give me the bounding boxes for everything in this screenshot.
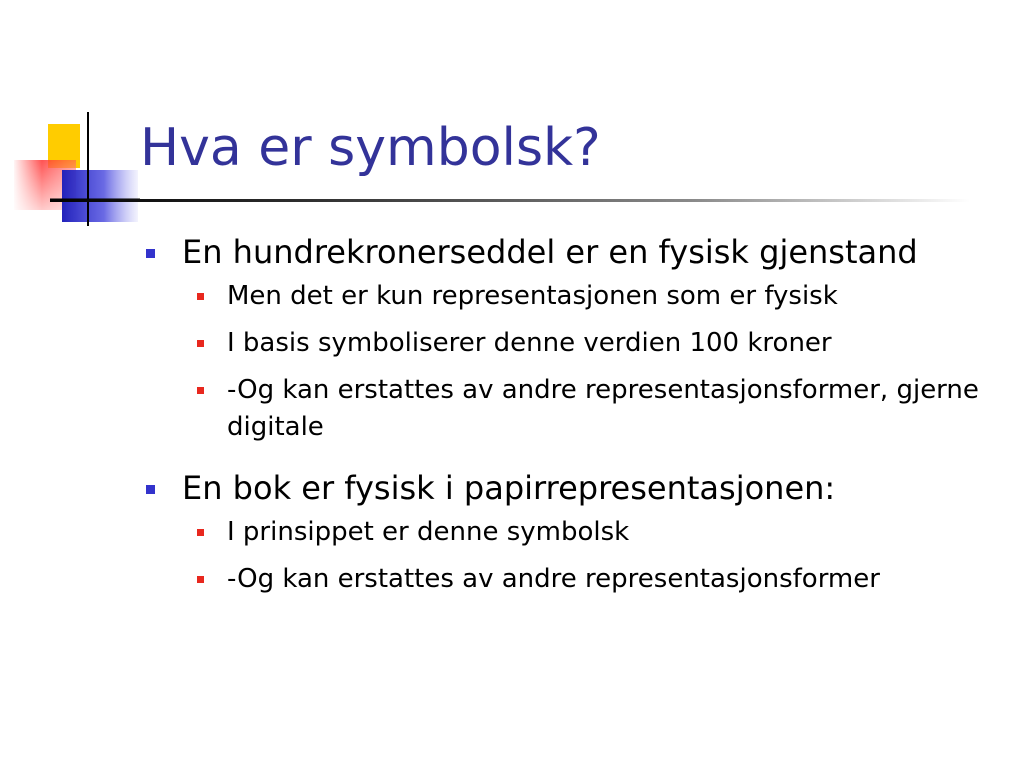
slide-title: Hva er symbolsk? [140,118,601,178]
bullet-text: En hundrekronerseddel er en fysisk gjenstand [182,233,918,271]
square-bullet-icon [197,340,204,347]
square-bullet-icon [197,529,204,536]
square-bullet-icon [197,387,204,394]
sub-bullet-item [140,514,1010,551]
title-underline [50,199,970,202]
sub-bullet-list-2 [140,514,1010,598]
sub-bullet-text: I prinsippet er denne symbolsk [227,517,630,547]
sub-bullet-list-1 [140,278,1010,446]
sub-bullet-item [140,372,1010,446]
sub-bullet-item [140,278,1010,315]
square-bullet-icon [197,576,204,583]
bullet-item-2 [140,468,1010,508]
decorative-squares-logo [0,0,140,240]
bullet-item-1 [140,232,1010,272]
sub-bullet-item [140,561,1010,598]
square-bullet-icon [146,485,155,494]
sub-bullet-text: -Og kan erstattes av andre representasjonsformer, gjerne digitale [227,375,979,442]
sub-bullet-item [140,325,1010,362]
sub-bullet-text: Men det er kun representasjonen som er fysisk [227,281,838,311]
logo-blue-square [62,170,138,222]
sub-bullet-text: I basis symboliserer denne verdien 100 kroner [227,328,832,358]
square-bullet-icon [197,293,204,300]
bullet-list [140,232,1010,598]
sub-bullet-text: -Og kan erstattes av andre representasjonsformer [227,564,880,594]
square-bullet-icon [146,249,155,258]
bullet-text: En bok er fysisk i papirrepresentasjonen: [182,469,836,507]
